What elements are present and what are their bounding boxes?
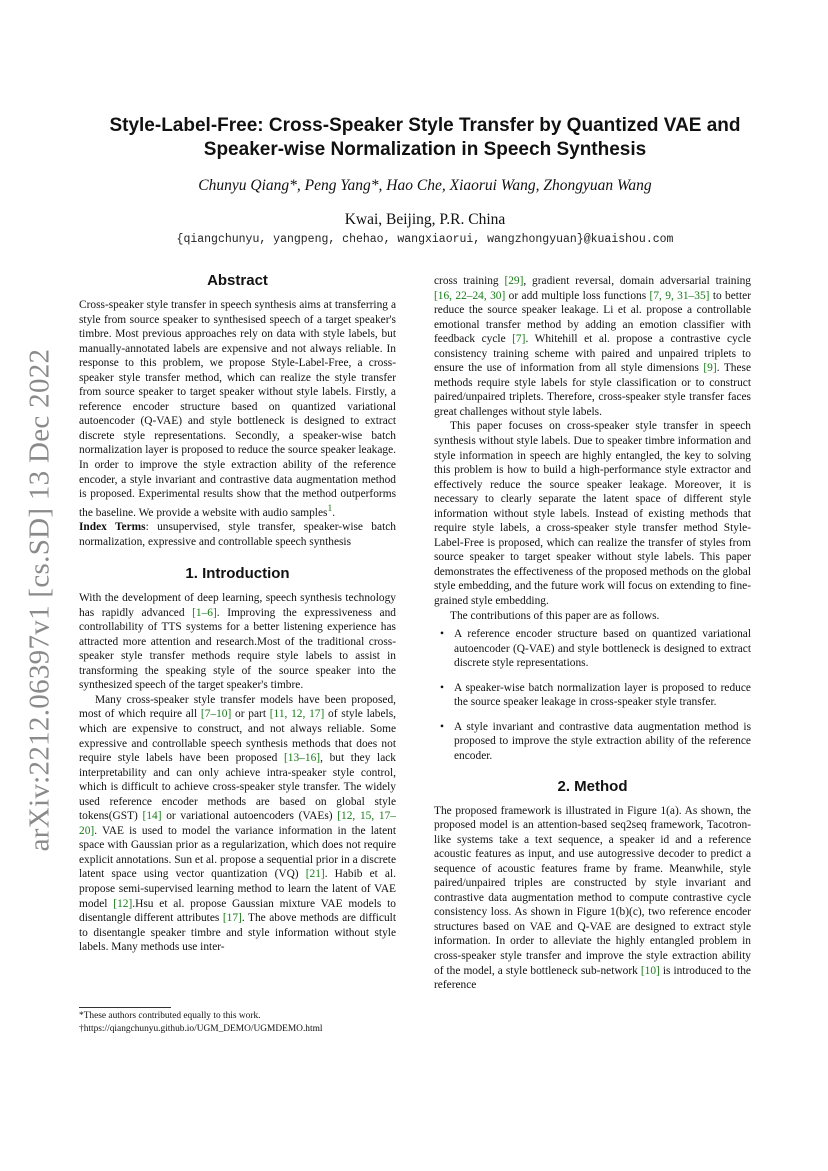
paper-title: Style-Label-Free: Cross-Speaker Style Transfer by Quantized VAE and Speaker-wise Normalization in Speech Synthesis xyxy=(109,115,741,160)
bullet-icon: • xyxy=(440,720,444,733)
citation-link[interactable]: [16, 22–24, 30] xyxy=(434,289,506,302)
citation-link[interactable]: [1–6] xyxy=(192,606,217,619)
intro-p2-text: , but they lack interpretability and can only achieve intra-speaker style control, which is difficult to achieve cross-speaker style transfer. The widely used reference encoder methods are based on global style tokens(GST) xyxy=(79,752,397,823)
citation-link[interactable]: [29] xyxy=(504,275,524,287)
method-text: is introduced to the reference xyxy=(434,964,751,992)
intro-p2-text: . The above methods are difficult to disentangle speaker timbre and style information without style labels. Many methods use inter- xyxy=(79,912,396,954)
method-heading: 2. Method xyxy=(557,777,628,795)
right-column xyxy=(434,274,751,993)
citation-link[interactable]: [21] xyxy=(305,868,325,881)
contribution-item xyxy=(434,681,751,710)
citation-link[interactable]: [10] xyxy=(640,964,660,977)
citation-link[interactable]: [13–16] xyxy=(284,752,321,765)
contribution-list xyxy=(434,627,751,763)
intro-paragraph-1 xyxy=(79,591,396,693)
intro-p1-text: With the development of deep learning, speech synthesis technology has rapidly advanced xyxy=(79,592,396,619)
intro-p3-text: or add multiple loss functions xyxy=(505,289,650,302)
contribution-item xyxy=(434,720,751,764)
intro-p3-text: . Whitehill et al. propose a contrastive cycle consistency training scheme with paired and unpaired triplets to ensure the use of information from all style dimensions xyxy=(434,333,751,375)
intro-p2-text: or part xyxy=(231,708,270,721)
intro-p3-text: cross training xyxy=(434,275,505,287)
citation-link[interactable]: [7–10] xyxy=(200,708,232,721)
contribution-text: A speaker-wise batch normalization layer is proposed to reduce the source speaker leakage in cross-speaker style transfer. xyxy=(454,681,751,709)
footnote-rule xyxy=(79,1007,171,1008)
intro-p2-text: .Hsu et al. propose Gaussian mixture VAE models to disentangle different attributes xyxy=(79,897,396,925)
left-column xyxy=(79,272,396,955)
intro-paragraph-4: This paper focuses on cross-speaker style transfer in speech synthesis without style labels. Due to speaker timbre information and style information in speech are highly entangled, the key to solving this problem is how to build a high-performance style extractor and effectively reduce the source speaker leakage. Moreover, it is necessary to clearly separate the latent space of different style information without style labels. Instead of existing methods that require style labels, a cross-speaker style transfer method Style-Label-Free is proposed, which can realize the transfer of styles from source speaker to target speaker without style labels. This paper demonstrates the effectiveness of the proposed methods on the global style embedding, and the future work will focus on extending to fine-grained style embedding. xyxy=(434,420,751,608)
citation-link[interactable]: [7] xyxy=(512,333,526,346)
footnote-equal-contribution: *These authors contributed equally to this work. xyxy=(79,1011,261,1021)
affiliation: Kwai, Beijing, P.R. China xyxy=(344,211,506,228)
citation-link[interactable]: [7, 9, 31–35] xyxy=(649,289,710,302)
author-emails: {qiangchunyu, yangpeng, chehao, wangxiaorui, wangzhongyuan}@kuaishou.com xyxy=(176,233,674,246)
bullet-icon: • xyxy=(440,681,444,694)
citation-link[interactable]: [17] xyxy=(222,912,242,925)
intro-p2-text: Many cross-speaker style transfer models have been proposed, most of which require all xyxy=(79,693,396,721)
index-terms-text: : unsupervised, style transfer, speaker-wise batch normalization, expressive and controllable speech synthesis xyxy=(79,521,396,548)
index-terms xyxy=(79,520,396,549)
contribution-item xyxy=(434,627,751,671)
abstract-body: Cross-speaker style transfer in speech synthesis aims at transferring a style from source speaker to synthesised speech of a target speaker's timbre. Most previous approaches rely on data with style labels, but manually-annotated labels are expensive and not always reliable. In response to this problem, we propose Style-Label-Free, a cross-speaker style transfer method, which can realize the style transfer from source speaker to target speaker without style labels. Firstly, a reference encoder structure based on quantized variational autoencoder (Q-VAE) and style bottleneck is designed to extract discrete style representations. Secondly, a speaker-wise batch normalization layer is proposed to reduce the source speaker leakage. In order to improve the style extraction ability of the reference encoder, a style invariant and contrastive data augmentation method is proposed. Experimental results show that the method outperforms the baseline. We provide a website with audio samples$^1$. xyxy=(79,299,396,519)
introduction-heading: 1. Introduction xyxy=(185,565,290,583)
author-list: Chunyu Qiang*, Peng Yang*, Hao Che, Xiaorui Wang, Zhongyuan Wang xyxy=(198,177,652,194)
bullet-icon: • xyxy=(440,628,444,641)
intro-paragraph-3 xyxy=(434,274,751,419)
footnotes xyxy=(79,1010,396,1036)
contribution-text: A style invariant and contrastive data augmentation method is proposed to improve the style extraction ability of the reference encoder. xyxy=(454,720,751,762)
intro-p2-text: . VAE is used to model the variance information in the latent space with Gaussian prior as a regularization, which does not require explicit annotations. Sun et al. propose a sequential prior in a discrete latent space using vector quantization (VQ) xyxy=(79,824,396,881)
intro-p3-text: . These methods require style labels for style classification or to construct paired/unpaired triplets. Therefore, cross-speaker style transfer faces great challenges without style labels. xyxy=(434,362,752,418)
intro-p3-text: to better reduce the source speaker leakage. Li et al. propose a controllable emotional transfer method by adding an emotion classifier with feedback cycle xyxy=(434,289,751,346)
arxiv-sidebar xyxy=(0,0,60,1171)
intro-paragraph-2 xyxy=(79,693,396,955)
index-terms-label: Index Terms xyxy=(79,521,146,533)
citation-link[interactable]: [14] xyxy=(142,810,162,823)
citation-link[interactable]: [9] xyxy=(703,362,717,375)
method-paragraph xyxy=(434,804,751,993)
intro-p2-text: or variational autoencoders (VAEs) xyxy=(161,810,338,823)
footnote-link[interactable]: 1 xyxy=(327,503,333,514)
abstract-text: Cross-speaker style transfer in speech synthesis aims at transferring a style from source speaker to synthesised speech of a target speaker's timbre. Most previous approaches rely on data with style labels, but manually-annotated labels are expensive and not always reliable. In response to this problem, we propose Style-Label-Free, a cross-speaker style transfer method, which can realize the style transfer from source speaker to target speaker without style labels. Firstly, a reference encoder structure based on quantized variational autoencoder (Q-VAE) and style bottleneck is designed to extract discrete style representations. Secondly, a speaker-wise batch normalization layer is proposed to reduce the source speaker leakage. In order to improve the style extraction ability of the reference encoder, a style invariant and contrastive data augmentation method is proposed. Experimental results show that the method outperforms the baseline. We provide a website with audio samples xyxy=(79,299,396,519)
intro-p2-text: . Habib et al. propose semi-supervised learning method to learn the latent of VAE model xyxy=(79,868,396,910)
footnote-demo-url[interactable]: †https://qiangchunyu.github.io/UGM_DEMO/UGMDEMO.html xyxy=(79,1024,323,1034)
intro-p2-text: of style labels, which are expensive to construct, and not always reliable. Some expressive and controllable speech synthesis methods that does not require style labels have been proposed xyxy=(79,708,396,765)
citation-link[interactable]: [12] xyxy=(113,897,133,910)
citation-link[interactable]: [12, 15, 17–20] xyxy=(79,810,396,837)
abstract-heading: Abstract xyxy=(207,272,268,289)
citation-link[interactable]: [11, 12, 17] xyxy=(269,708,325,721)
arxiv-identifier: arXiv:2212.06397v1 [cs.SD] 13 Dec 2022 xyxy=(23,348,56,852)
method-text: The proposed framework is illustrated in Figure 1(a). As shown, the proposed model is an attention-based seq2seq framework, Tacotron-like systems take a text sequence, a speaker id and a reference acoustic features as input, and use autogressive decoder to predict a sequence of acoustic features frame by frame. Meanwhile, style paired/unpaired triples are constructed by style invariant and contrastive data augmentation method to compute contrastive cycle consistency loss. As shown in Figure 1(b)(c), two reference encoder structures based on VAE and Q-VAE are designed to extract style information. In order to alleviate the highly entangled problem in cross-speaker style transfer and improve the style extraction ability of the model, a style bottleneck sub-network xyxy=(434,804,751,977)
contribution-text: A reference encoder structure based on quantized variational autoencoder (Q-VAE) and style bottleneck is designed to extract discrete style representations. xyxy=(454,628,751,670)
intro-paragraph-5: The contributions of this paper are as follows. xyxy=(450,609,660,622)
intro-p1-text: . Improving the expressiveness and controllability of TTS systems for a better listening experience has attracted more attention and research.Most of the traditional cross-speaker style transfer methods require style labels to assist in transforming the speaking style of the source speaker into the synthesized speech of the target speaker's timbre. xyxy=(79,606,396,692)
intro-p3-text: , gradient reversal, domain adversarial training xyxy=(523,275,751,287)
